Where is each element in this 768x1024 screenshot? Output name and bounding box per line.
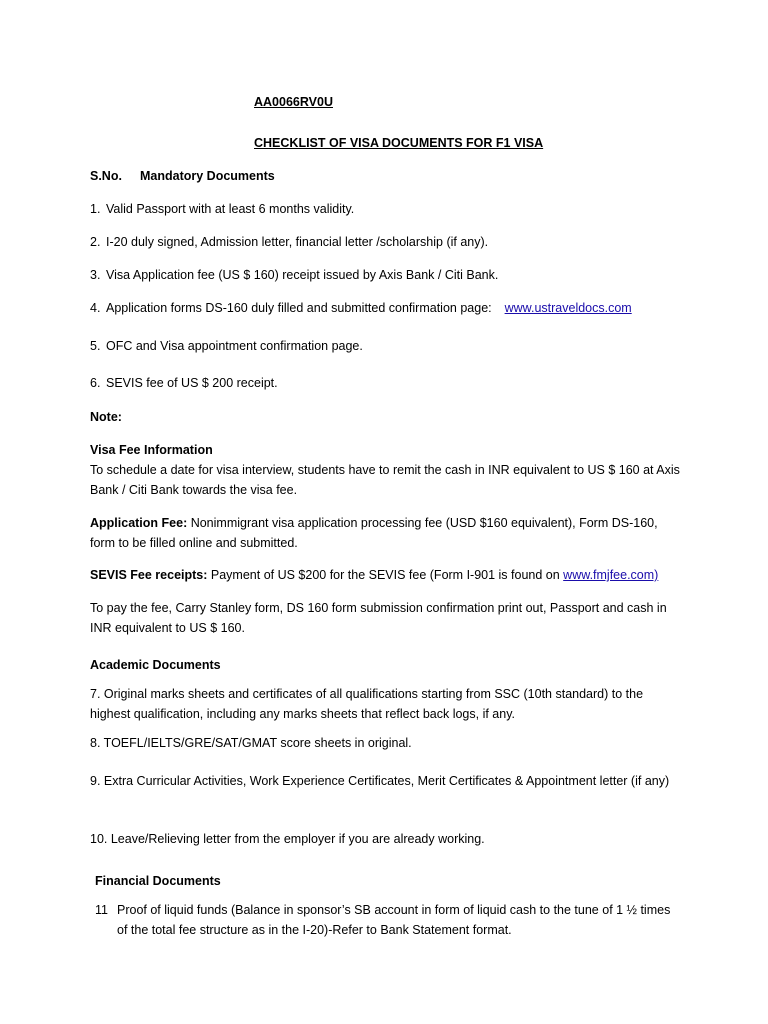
list-item: 5. OFC and Visa appointment confirmation page. [90, 339, 363, 353]
list-item: 7. Original marks sheets and certificates of all qualifications starting from SSC (10th standard) to the highest qualification, including any marks sheets that reflect back logs, if any. [90, 687, 644, 721]
note-label: Note: [90, 410, 122, 424]
financial-documents-heading: Financial Documents [95, 874, 221, 888]
list-item: Proof of liquid funds (Balance in sponsor’s SB account in form of liquid cash to the tune of 1 ½ times of the total fee structure as in the I-20)-Refer to Bank Statement format. [117, 903, 671, 937]
list-item: 8. TOEFL/IELTS/GRE/SAT/GMAT score sheets in original. [90, 736, 412, 750]
list-item: 2. I-20 duly signed, Admission letter, financial letter /scholarship (if any). [90, 235, 489, 249]
ustraveldocs-link[interactable]: www.ustraveldocs.com [504, 301, 632, 315]
list-item: 9. Extra Curricular Activities, Work Experience Certificates, Merit Certificates & Appointment letter (if any) [90, 774, 670, 788]
reference-code: AA0066RV0U [254, 95, 333, 109]
application-fee-label: Application Fee: [90, 516, 188, 530]
list-item: 10. Leave/Relieving letter from the employer if you are already working. [90, 832, 485, 846]
fmjfee-link[interactable]: www.fmjfee.com) [563, 568, 659, 582]
column-mandatory-documents: Mandatory Documents [140, 169, 275, 183]
list-item: 3. Visa Application fee (US $ 160) receipt issued by Axis Bank / Citi Bank. [90, 268, 499, 282]
list-item: 4. Application forms DS-160 duly filled and submitted confirmation page: www.ustraveldocs.com [90, 301, 632, 315]
application-fee-paragraph: Application Fee: Nonimmigrant visa application processing fee (USD $160 equivalent), Form DS-160, form to be filled online and submitted. [90, 516, 658, 550]
document-title: CHECKLIST OF VISA DOCUMENTS FOR F1 VISA [254, 136, 544, 150]
item-11-number: 11 [95, 903, 108, 917]
sevis-fee-paragraph: SEVIS Fee receipts: Payment of US $200 for the SEVIS fee (Form I-901 is found on www.fmjfee.com) [90, 568, 659, 582]
pay-fee-text: To pay the fee, Carry Stanley form, DS 160 form submission confirmation print out, Passport and cash in INR equivalent to US $ 160. [90, 601, 667, 635]
visa-fee-heading: Visa Fee Information [90, 443, 213, 457]
column-sno: S.No. [90, 169, 122, 183]
visa-fee-text: To schedule a date for visa interview, students have to remit the cash in INR equivalent to US $ 160 at Axis Bank / Citi Bank towards the visa fee. [90, 463, 680, 497]
sevis-fee-label: SEVIS Fee receipts: [90, 568, 208, 582]
academic-documents-heading: Academic Documents [90, 658, 221, 672]
list-item: 6. SEVIS fee of US $ 200 receipt. [90, 376, 278, 390]
list-item: 1. Valid Passport with at least 6 months validity. [90, 202, 355, 216]
